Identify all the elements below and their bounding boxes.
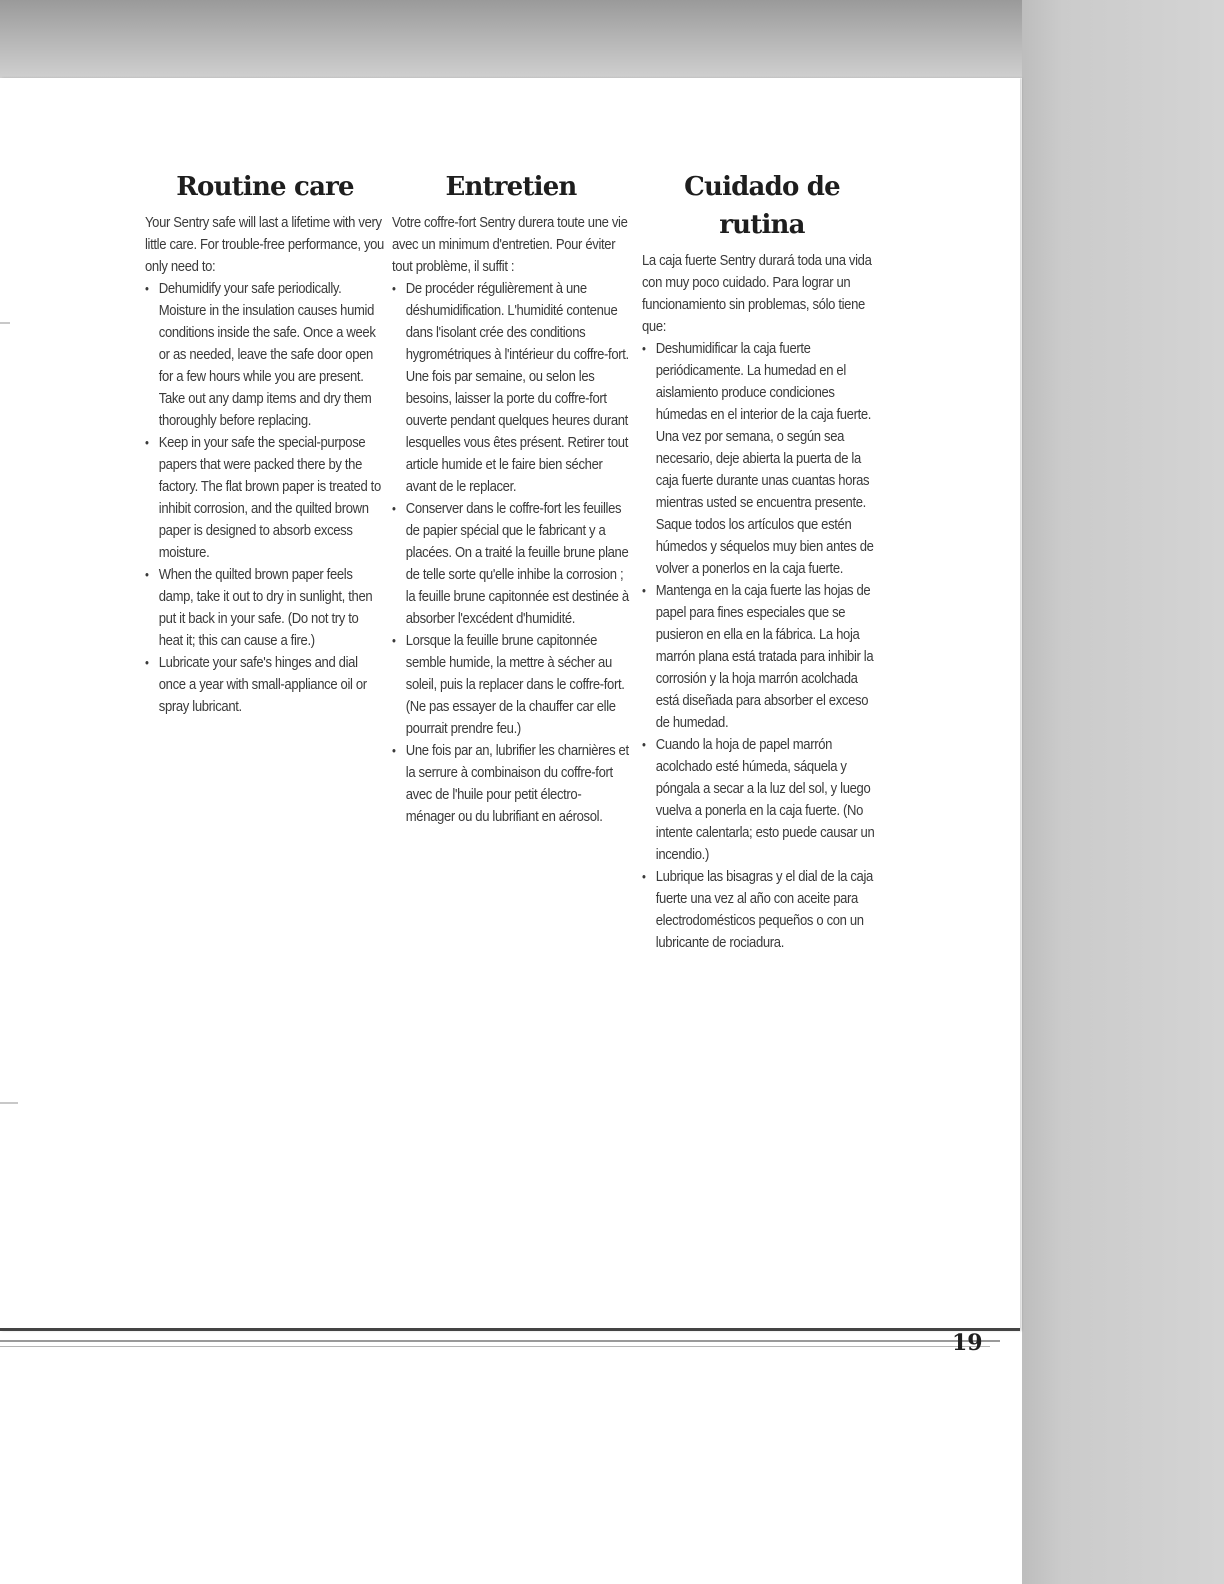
page-number: 19 <box>952 1330 983 1356</box>
column-english <box>145 168 385 718</box>
list-item: • De procéder régulièrement à une déshumidification. L'humidité contenue dans l'isolant crée des conditions hygrométriques à l'intérieur du coffre-fort. Une fois par semaine, ou selon les besoins, laisser la porte du coffre-fort ouverte pendant quelques heures durant lesquelles vous êtes présent. Retirer tout article humide et le faire bien sécher avant de le replacer. <box>392 280 629 495</box>
page-edge-line <box>0 1346 990 1347</box>
bullet-icon: • <box>145 281 149 296</box>
list-item: • Cuando la hoja de papel marrón acolchado esté húmeda, sáquela y póngala a secar a la luz del sol, y luego vuelva a ponerla en la caja fuerte. (No intente calentarla; esto puede causar un incendio.) <box>642 736 875 863</box>
page-edge-line <box>0 1340 1000 1342</box>
care-list <box>145 278 384 718</box>
bullet-icon: • <box>392 743 396 758</box>
list-item: • Dehumidify your safe periodically. Moisture in the insulation causes humid conditions inside the safe. Once a week or as needed, leave the safe door open for a few hours while you are present. Take out any damp items and dry them thoroughly before replacing. <box>145 280 376 429</box>
care-list <box>392 278 629 828</box>
list-item: • Lubrique las bisagras y el dial de la caja fuerte una vez al año con aceite para electrodomésticos pequeños o con un lubricante de rociadura. <box>642 868 873 951</box>
document-page <box>0 78 1020 1356</box>
heading-cuidado-de-rutina: Cuidado de rutina <box>684 172 840 240</box>
scan-mark <box>0 322 10 324</box>
list-item: • Lorsque la feuille brune capitonnée semble humide, la mettre à sécher au soleil, puis la replacer dans le coffre-fort. (Ne pas essayer de la chauffer car elle pourrait prendre feu.) <box>392 632 625 737</box>
intro-paragraph: Votre coffre-fort Sentry durera toute une vie avec un minimum d'entretien. Pour éviter tout problème, il suffit : <box>392 214 628 275</box>
heading-entretien: Entretien <box>445 172 577 202</box>
bullet-icon: • <box>145 435 149 450</box>
scan-background-right <box>1022 0 1224 1584</box>
bullet-icon: • <box>145 567 149 582</box>
list-item: • Keep in your safe the special-purpose papers that were packed there by the factory. The flat brown paper is treated to inhibit corrosion, and the quilted brown paper is designed to absorb excess moisture. <box>145 434 381 561</box>
column-spanish <box>642 168 882 954</box>
bullet-icon: • <box>392 281 396 296</box>
bullet-icon: • <box>392 501 396 516</box>
bullet-icon: • <box>642 869 646 884</box>
bullet-icon: • <box>642 583 646 598</box>
heading-routine-care: Routine care <box>176 172 354 202</box>
bullet-icon: • <box>392 633 396 648</box>
list-item: • Une fois par an, lubrifier les charnières et la serrure à combinaison du coffre-fort avec de l'huile pour petit électro-ménager ou du lubrifiant en aérosol. <box>392 742 629 825</box>
list-item: • When the quilted brown paper feels damp, take it out to dry in sunlight, then put it back in your safe. (Do not try to heat it; this can cause a fire.) <box>145 566 373 649</box>
list-item: • Mantenga en la caja fuerte las hojas de papel para fines especiales que se pusieron en ella en la fábrica. La hoja marrón plana está tratada para inhibir la corrosión y la hoja marrón acolchada está diseñada para absorber el exceso de humedad. <box>642 582 874 731</box>
column-french <box>392 168 630 828</box>
bullet-icon: • <box>642 737 646 752</box>
bullet-icon: • <box>145 655 149 670</box>
list-item: • Deshumidificar la caja fuerte periódicamente. La humedad en el aislamiento produce condiciones húmedas en el interior de la caja fuerte. Una vez por semana, o según sea necesario, deje abierta la puerta de la caja fuerte durante unas cuantas horas mientras usted se encuentra presente. Saque todos los artículos que estén húmedos y séquelos muy bien antes de volver a ponerlos en la caja fuerte. <box>642 340 874 577</box>
intro-paragraph: Your Sentry safe will last a lifetime with very little care. For trouble-free performance, you only need to: <box>145 214 384 275</box>
care-list <box>642 338 881 954</box>
bullet-icon: • <box>642 341 646 356</box>
intro-paragraph: La caja fuerte Sentry durará toda una vida con muy poco cuidado. Para lograr un funcionamiento sin problemas, sólo tiene que: <box>642 252 872 335</box>
list-item: • Lubricate your safe's hinges and dial once a year with small-appliance oil or spray lubricant. <box>145 654 367 715</box>
list-item: • Conserver dans le coffre-fort les feuilles de papier spécial que le fabricant y a placées. On a traité la feuille brune plane de telle sorte qu'elle inhibe la corrosion ; la feuille brune capitonnée est destinée à absorber l'excédent d'humidité. <box>392 500 629 627</box>
scan-mark <box>0 1102 18 1104</box>
